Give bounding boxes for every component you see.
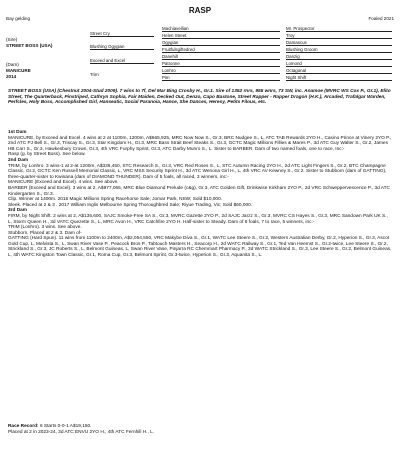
- third-dam-para-3: Stubborn. Placed at 2 & 3. Dam of-: [8, 230, 82, 236]
- race-record-value: 6 Starts 0-0-1 A$19,150.: [39, 424, 92, 429]
- pedigree-g3-4: Fruitfulsgiftedred: [162, 47, 280, 53]
- foaled-year: Foaled 2021: [368, 16, 394, 21]
- second-dam-para-4: Clip. Winner at 1400m. 2015 Magic Millions Spring Racehorse Sale; Jomar Park, NSW; Sold $10,000.: [8, 197, 223, 203]
- pedigree-g4-4: Blushing Groom: [286, 47, 392, 53]
- pedigree-table: [0, 26, 400, 86]
- pedigree-g4-1: Mr. Prospector: [286, 26, 392, 32]
- family-section: [8, 130, 392, 259]
- second-dam-para-3: BARBER (Exceed and Excel). 3 wins at 2, A$977,065, MRC Blue Diamond Prelude (c&g), Gr.3, ATC Golden Gift, Drinkwise Kirkham 2YO P., 2d VRC Schweppervescence P., 3d ATC Kindergarten S., Gr.3.: [8, 185, 390, 197]
- race-record-label: Race Record:: [8, 424, 39, 429]
- pedigree-g4-2: Troy: [286, 33, 392, 39]
- first-dam-para-2: Rasp (g. by Street Boss). See below.: [8, 152, 86, 158]
- pedigree-dam-sire: Exceed and Excel: [90, 58, 154, 64]
- pedigree-g3-1: Machiavellian: [162, 26, 280, 32]
- pedigree-g3-6: Patronne: [162, 61, 280, 67]
- sire-summary: STREET BOSS (USA) (Chestnut 2004-Stud 2009). 7 wins to 7f, Del Mar Bing Crosby H., Gr.1. Sire of 1352 rnrs, 955 wnrs, 73 SW, inc. Anamoe (MVRC WS Cox P., Gr.1), Elito Street, The Quarterback, Pinstriped, Cathryn Sophia, Fair Maiden, Decked Out, Denzo, Capo Bastone, Street Rapper - Rapper Dragon (H.K.), Arcaded, Trafalgar Warden, Perfcles, Holy Boss, Accomplished Girl, Hanseatic, Social Paranoia, Hance, She Dances, Heresy, Petits Filous, etc.: [8, 89, 391, 106]
- third-dam-para-4: GATTING (Hard Spun). 11 wins from 1100m to 2400m, A$2,054,550, VRC Makybe Diva S., Gr.1, WATC Lee Steere S., Gr.2, Western Australian Derby, Gr.2, Hyperion S., Gr.3, Ascot Gold Cup, L, Melvista S., L, Swan River Vase P., Peacock Bros P., Tabtouch Masters H., Seacorp H., 2d WATC Railway S., Gr.1, Ted Van Heemst S., Gr.2-twice, Lee Steere S., Gr.2, Strickland S., Gr.3, JC Roberts S., L, Belmont Guineas, L, Swan River Vase, Pinjarra RC Chemmart Pharmacy P., 3d WATC Strickland S., Gr.3, Lee Steere S., Gr.2, Belmont Guineas, L, 4th WATC Kingston Town Classic, Gr.1, Roma Cup, Gr.3, Belmont Sprint, Gr.3-twice, Hyperion S., Gr.3, Aquanita S., L.: [8, 236, 392, 259]
- pedigree-g4-5: Danzig: [286, 54, 392, 60]
- pedigree-sire-dam: Blushing Ogygian: [90, 44, 154, 50]
- pedigree-g4-3: Damascus: [286, 40, 392, 46]
- pedigree-dam-dam: Trim: [90, 72, 99, 77]
- third-dam-heading: 3rd Dam: [8, 208, 28, 214]
- race-record: [8, 424, 392, 435]
- dam-label: (Dam): [6, 62, 19, 67]
- second-dam-heading: 2nd Dam: [8, 157, 29, 163]
- pedigree-g3-2: Helen Street: [162, 33, 280, 39]
- sire-label: (Sire): [6, 37, 18, 42]
- horse-description: Bay gelding: [6, 16, 31, 21]
- pedigree-g3-8: Pim: [162, 75, 280, 81]
- pedigree-g3-5: Danehill: [162, 54, 280, 60]
- sire-name: STREET BOSS (USA): [6, 43, 53, 48]
- third-dam-para-2: TRIM (Lonhro). 3 wins. See above.: [8, 225, 82, 231]
- pedigree-g3-7: Lonhro: [162, 68, 280, 74]
- pedigree-g4-8: Night Shift: [286, 75, 392, 81]
- dam-year: 2014: [6, 74, 17, 79]
- second-dam-para-5: Sleek. Placed at 2 & 3 . 2017 William Inglis Melbourne Spring Thoroughbred Sale; Riyue Trading, Vic; Sold $60,000.: [8, 202, 253, 208]
- pedigree-g4-6: Lomond: [286, 61, 392, 67]
- pedigree-g4-7: Octagonal: [286, 68, 392, 74]
- second-dam-para-2: MANICURE (Exceed and Excel). 4 wins. See above.: [8, 180, 119, 186]
- race-record-placed: Placed at 2 in 2023-24, 3d ATC ENVU 2YO H., 4th ATC Fernhill H., L.: [8, 429, 155, 435]
- first-dam-para-1: MANICURE, by Exceed and Excel. 4 wins at 2 at 1100m, 1200m, A$665,925, MRC Now Now S., Gr.3, BRC Nudgee S., L, ATC TAB Rewards 2YO H., Casino Prince at Vinery 2YO P., 2nd ATC PJ Bell S., Gr.3, Triscay S., Gr.3, Star Kingdom H., Gr.3, MRC Bass Strait Beef Steaks S., Gr.3, GCTC Magic Millions Fillies & Mares P., 3d ATC Guy Walter S., Gr.2, James HB Carr S., Gr.3, Hawkesbury Crown, Gr.3, 4th VRC Furphy Sprint, Gr.3, ATC Darby Munro S., L. Sister to BARBER. Dam of two named foals, one to race, Inc:-: [8, 135, 392, 152]
- third-dam-para-1: FIRM, by Night Shift. 2 wins at 2, A$135,600, SAJC Smoke-Free SA S., Gr.3, MVRC Gazette 2YO P., 2d SAJC Jarzz S., Gr.3, MVRC CS Hayes S., Gr.3, MRC Sandown Park UK S., L, Storm Queen H., 3d VATC Quezette S., L, MRC Avon H., VRC Catchfire 2YO H. Half-sister to Steady. Dam of 8 foals, 7 to race, 5 winners, inc:-: [8, 213, 388, 225]
- second-dam-para-1: TRIM, by Lonhro. 3 wins-1 at 2-at 1200m, A$336,450, STC Research S., Gr.3, VRC Red Roses S., L, STC Autumn Racing 2YO H., 2d ATC Light Fingers S., Gr.2, BTC Champagne Classic, Gr.2, GCTC Ken Russell Memorial Classic, L, VRC MSS Security Sprint H., 3d ATC Wenona Girl H., L, 4th VRC AV Kewney S., Gr.2. Sister to Stubborn (dam of GATTING), three-quarter-sister to Kwinana (dam of DIAMOND THUNDER). Dam of 5 foals, all raced, 3 winners, inc:-: [8, 163, 387, 180]
- pedigree-sire-sire: Street Cry: [90, 31, 154, 37]
- first-dam-heading: 1st Dam: [8, 130, 27, 135]
- page-title: RASP: [188, 6, 212, 15]
- dam-name: MANICURE: [6, 68, 31, 73]
- pedigree-g3-3: Ogygian: [162, 40, 280, 46]
